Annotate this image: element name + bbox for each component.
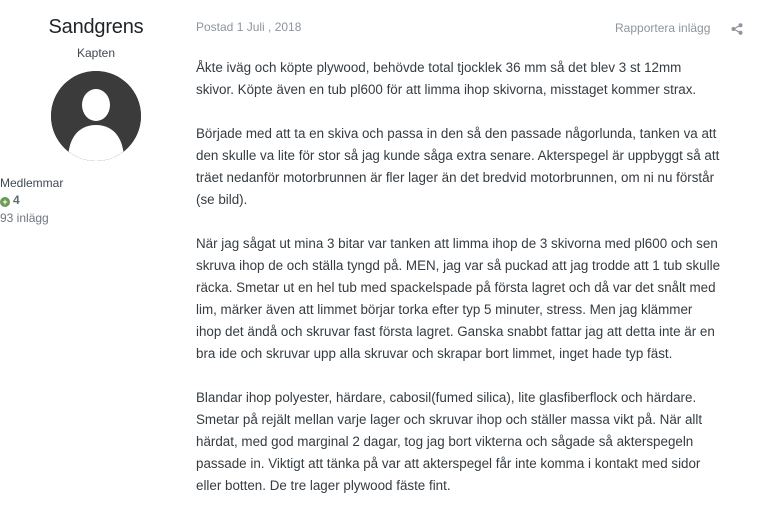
text-line: skruva ihop de och ställa tyngd på. MEN, jag var så puckad att jag trodde att 1 tub skulle <box>196 258 721 273</box>
text-line: bra ide och skruvar upp alla skruvar och skrapar bort limmet, inget hade typ fäst. <box>196 346 673 361</box>
text-line: passade in. Viktigt att tänka på var att akterspegel får inte komma i kontakt med sidor <box>196 456 701 471</box>
text-line: ihop det ändå och skruvar fast första lagret. Ganska snabbt fattar jag att detta inte är en <box>196 324 715 339</box>
author-panel <box>0 0 192 60</box>
user-silhouette-icon <box>51 71 141 161</box>
post-date[interactable]: Postad 1 Juli , 2018 <box>196 20 302 34</box>
post-content <box>196 57 748 519</box>
post-paragraph <box>196 57 748 101</box>
author-rank: Kapten <box>76 46 116 60</box>
author-group: Medlemmar <box>0 176 64 190</box>
text-line: eller botten. De tre lager plywood fäste fint. <box>196 478 451 493</box>
reputation-badge <box>0 193 192 207</box>
text-line: Blandar ihop polyester, härdare, cabosil(fumed silica), lite glasfiberflock och härdare. <box>196 390 697 405</box>
text-line: Åkte iväg och köpte plywood, behövde total tjocklek 36 mm så det blev 3 st 12mm <box>196 60 682 75</box>
post-paragraph <box>196 233 748 365</box>
author-name[interactable]: Sandgrens <box>48 16 144 38</box>
text-line: träet nedanför motorbrunnen är fler lager än det bredvid motorbrunnen, om ni nu förstår <box>196 170 715 185</box>
text-line: skivor. Köpte även en tub pl600 för att limma ihop skivorna, misstaget kommer strax. <box>196 82 697 97</box>
text-line: Smetar på rejält mellan varje lager och skruvar ihop och ställer massa vikt på. När allt <box>196 412 703 427</box>
text-line: räcka. Smetar ut en hel tub med spackelspade på första lagret och då var det snålt med <box>196 280 716 295</box>
author-post-count: 93 inlägg <box>0 211 49 225</box>
text-line: (se bild). <box>196 192 248 207</box>
text-line: den skulle va lite för stor så jag kunde såga extra senare. Akterspegel är uppbyggt så att <box>196 148 720 163</box>
plus-icon: + <box>0 197 10 207</box>
post-paragraph <box>196 123 748 211</box>
text-line: härdat, med god marginal 2 dagar, tog jag bort vikterna och sågade så akterspegeln <box>196 434 694 449</box>
text-line: lim, märker även att limmet börjar torka efter typ 5 minuter, stress. Men jag klämmer <box>196 302 693 317</box>
report-post-link[interactable]: Rapportera inlägg <box>615 21 711 35</box>
avatar[interactable] <box>51 71 141 161</box>
post-paragraph <box>196 387 748 497</box>
share-icon[interactable] <box>731 22 743 40</box>
text-line: När jag sågat ut mina 3 bitar var tanken att limma ihop de 3 skivorna med pl600 och sen <box>196 236 718 251</box>
text-line: Började med att ta en skiva och passa in den så den passade någorlunda, tanken va att <box>196 126 717 141</box>
reputation-count: 4 <box>13 193 20 207</box>
